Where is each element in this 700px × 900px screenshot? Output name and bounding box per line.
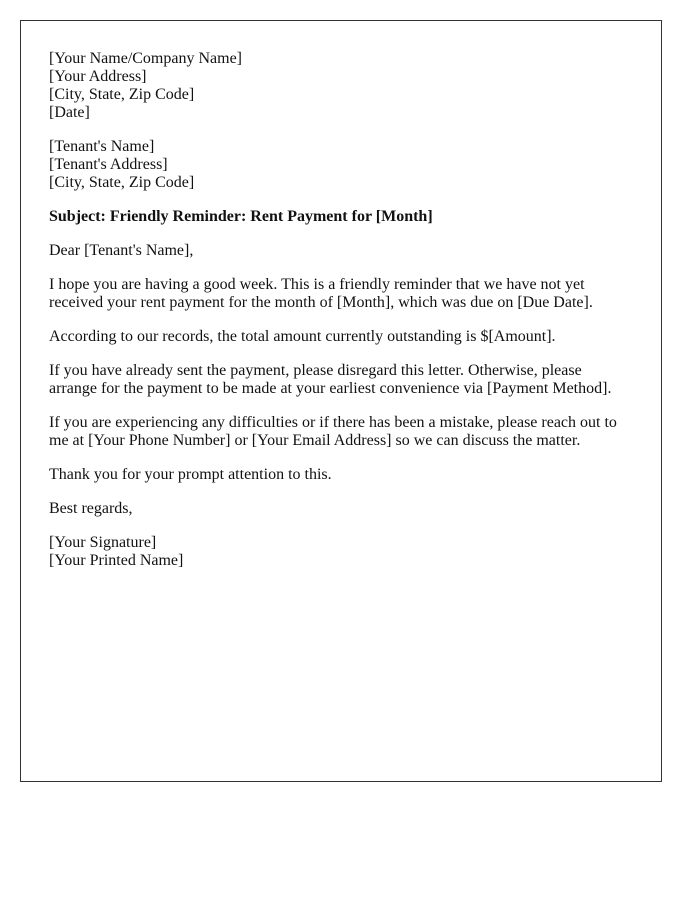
printed-name: [Your Printed Name] [49, 552, 184, 569]
signature-block [49, 534, 633, 570]
recipient-name: [Tenant's Name] [49, 138, 155, 155]
paragraph-reminder: I hope you are having a good week. This is a friendly reminder that we have not yet received your rent payment for the month of [Month], which was due on [Due Date]. [49, 276, 593, 311]
letter-date: [Date] [49, 104, 90, 121]
salutation: Dear [Tenant's Name], [49, 242, 194, 259]
paragraph-payment-instructions: If you have already sent the payment, please disregard this letter. Otherwise, please arrange for the payment to be made at your earliest convenience via [Payment Method]. [49, 362, 612, 397]
sender-city-state-zip: [City, State, Zip Code] [49, 86, 195, 103]
sender-block [49, 50, 633, 122]
signature: [Your Signature] [49, 534, 157, 551]
recipient-block [49, 138, 633, 192]
sender-address: [Your Address] [49, 68, 147, 85]
paragraph-amount: According to our records, the total amount currently outstanding is $[Amount]. [49, 328, 556, 345]
subject-line: Subject: Friendly Reminder: Rent Payment for [Month] [49, 208, 433, 225]
sender-name: [Your Name/Company Name] [49, 50, 243, 67]
letter-page [20, 20, 662, 782]
recipient-city-state-zip: [City, State, Zip Code] [49, 174, 195, 191]
closing: Best regards, [49, 500, 133, 517]
letter-content [21, 21, 661, 570]
paragraph-contact: If you are experiencing any difficulties or if there has been a mistake, please reach out to me at [Your Phone Number] or [Your Email Address] so we can discuss the matter. [49, 414, 617, 449]
paragraph-thanks: Thank you for your prompt attention to this. [49, 466, 332, 483]
recipient-address: [Tenant's Address] [49, 156, 168, 173]
